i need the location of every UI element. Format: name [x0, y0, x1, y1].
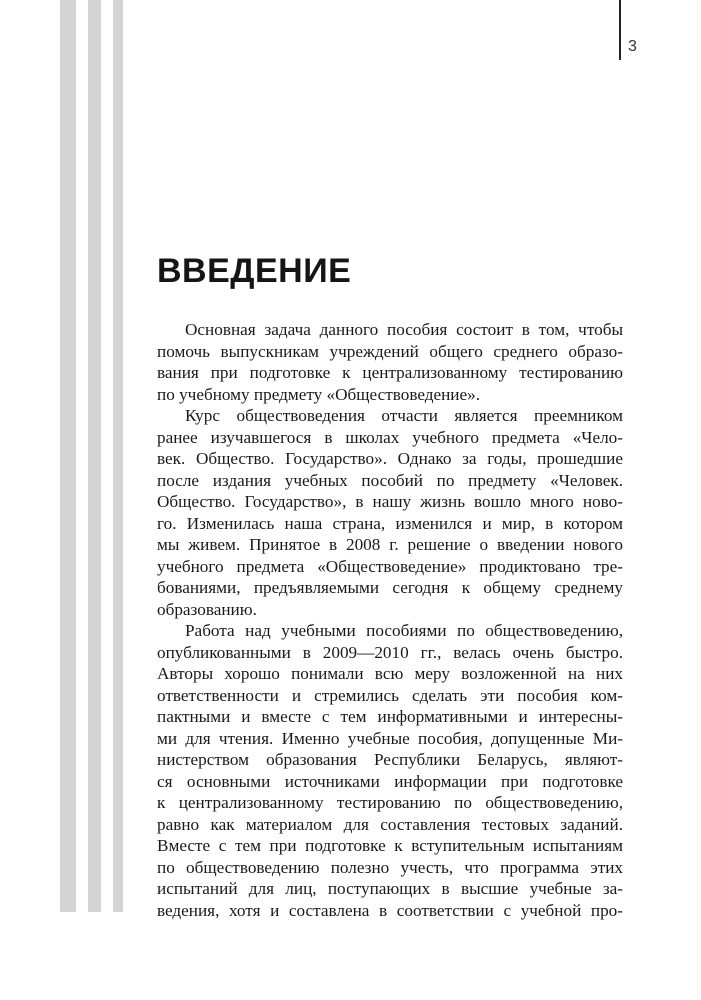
- text-line: опубликованными в 2009—2010 гг., велась очень быстро.: [157, 642, 623, 662]
- text-line: мы живем. Принятое в 2008 г. решение о введении нового: [157, 535, 623, 554]
- text-line: после издания учебных пособий по предмету «Человек.: [157, 470, 623, 490]
- text-line: Общество. Государство», в нашу жизнь вошло много ново-: [157, 492, 623, 511]
- paragraph: [157, 319, 623, 405]
- text-line: го. Изменилась наша страна, изменился и мир, в котором: [157, 513, 623, 533]
- text-line: к централизованному тестированию по обществоведению,: [157, 793, 623, 812]
- text-line: учебного предмета «Обществоведение» продиктовано тре-: [157, 556, 623, 576]
- text-line: по обществоведению полезно учесть, что программа этих: [157, 857, 623, 877]
- text-line: ранее изучавшегося в школах учебного предмета «Чело-: [157, 427, 623, 447]
- decorative-stripe: [113, 0, 123, 912]
- page-number-rule: [619, 0, 621, 60]
- text-line: Основная задача данного пособия состоит в том, чтобы: [185, 320, 623, 339]
- text-line: Вместе с тем при подготовке к вступительным испытаниям: [157, 836, 623, 855]
- text-line: Авторы хорошо понимали всю меру возложенной на них: [157, 664, 623, 683]
- text-line: век. Общество. Государство». Однако за годы, прошедшие: [157, 449, 623, 468]
- text-line: ми для чтения. Именно учебные пособия, допущенные Ми-: [157, 728, 623, 748]
- text-line: бованиями, предъявляемыми сегодня к общему среднему: [157, 578, 623, 597]
- body-text: [157, 319, 623, 921]
- text-line: пактными и вместе с тем информативными и интересны-: [157, 707, 623, 726]
- text-line: ответственности и стремились сделать эти пособия ком-: [157, 685, 623, 705]
- text-line: равно как материалом для составления тестовых заданий.: [157, 814, 623, 834]
- paragraph: [157, 405, 623, 620]
- text-line: Курс обществоведения отчасти является преемником: [185, 406, 623, 425]
- page-title: ВВЕДЕНИЕ: [157, 252, 352, 290]
- page-number: 3: [628, 38, 637, 55]
- paragraph: [157, 620, 623, 921]
- text-line: помочь выпускникам учреждений общего среднего образо-: [157, 341, 623, 361]
- text-line: испытаний для лиц, поступающих в высшие учебные за-: [157, 879, 623, 898]
- decorative-stripe: [60, 0, 76, 912]
- text-line: образованию.: [157, 599, 257, 619]
- decorative-stripe: [88, 0, 101, 912]
- text-line: по учебному предмету «Обществоведение».: [157, 384, 481, 404]
- text-line: ся основными источниками информации при подготовке: [157, 771, 623, 791]
- text-line: нистерством образования Республики Беларусь, являют-: [157, 750, 623, 769]
- text-line: вания при подготовке к централизованному тестированию: [157, 363, 623, 382]
- text-line: Работа над учебными пособиями по обществоведению,: [185, 621, 623, 640]
- text-line: ведения, хотя и составлена в соответствии с учебной про-: [157, 900, 623, 920]
